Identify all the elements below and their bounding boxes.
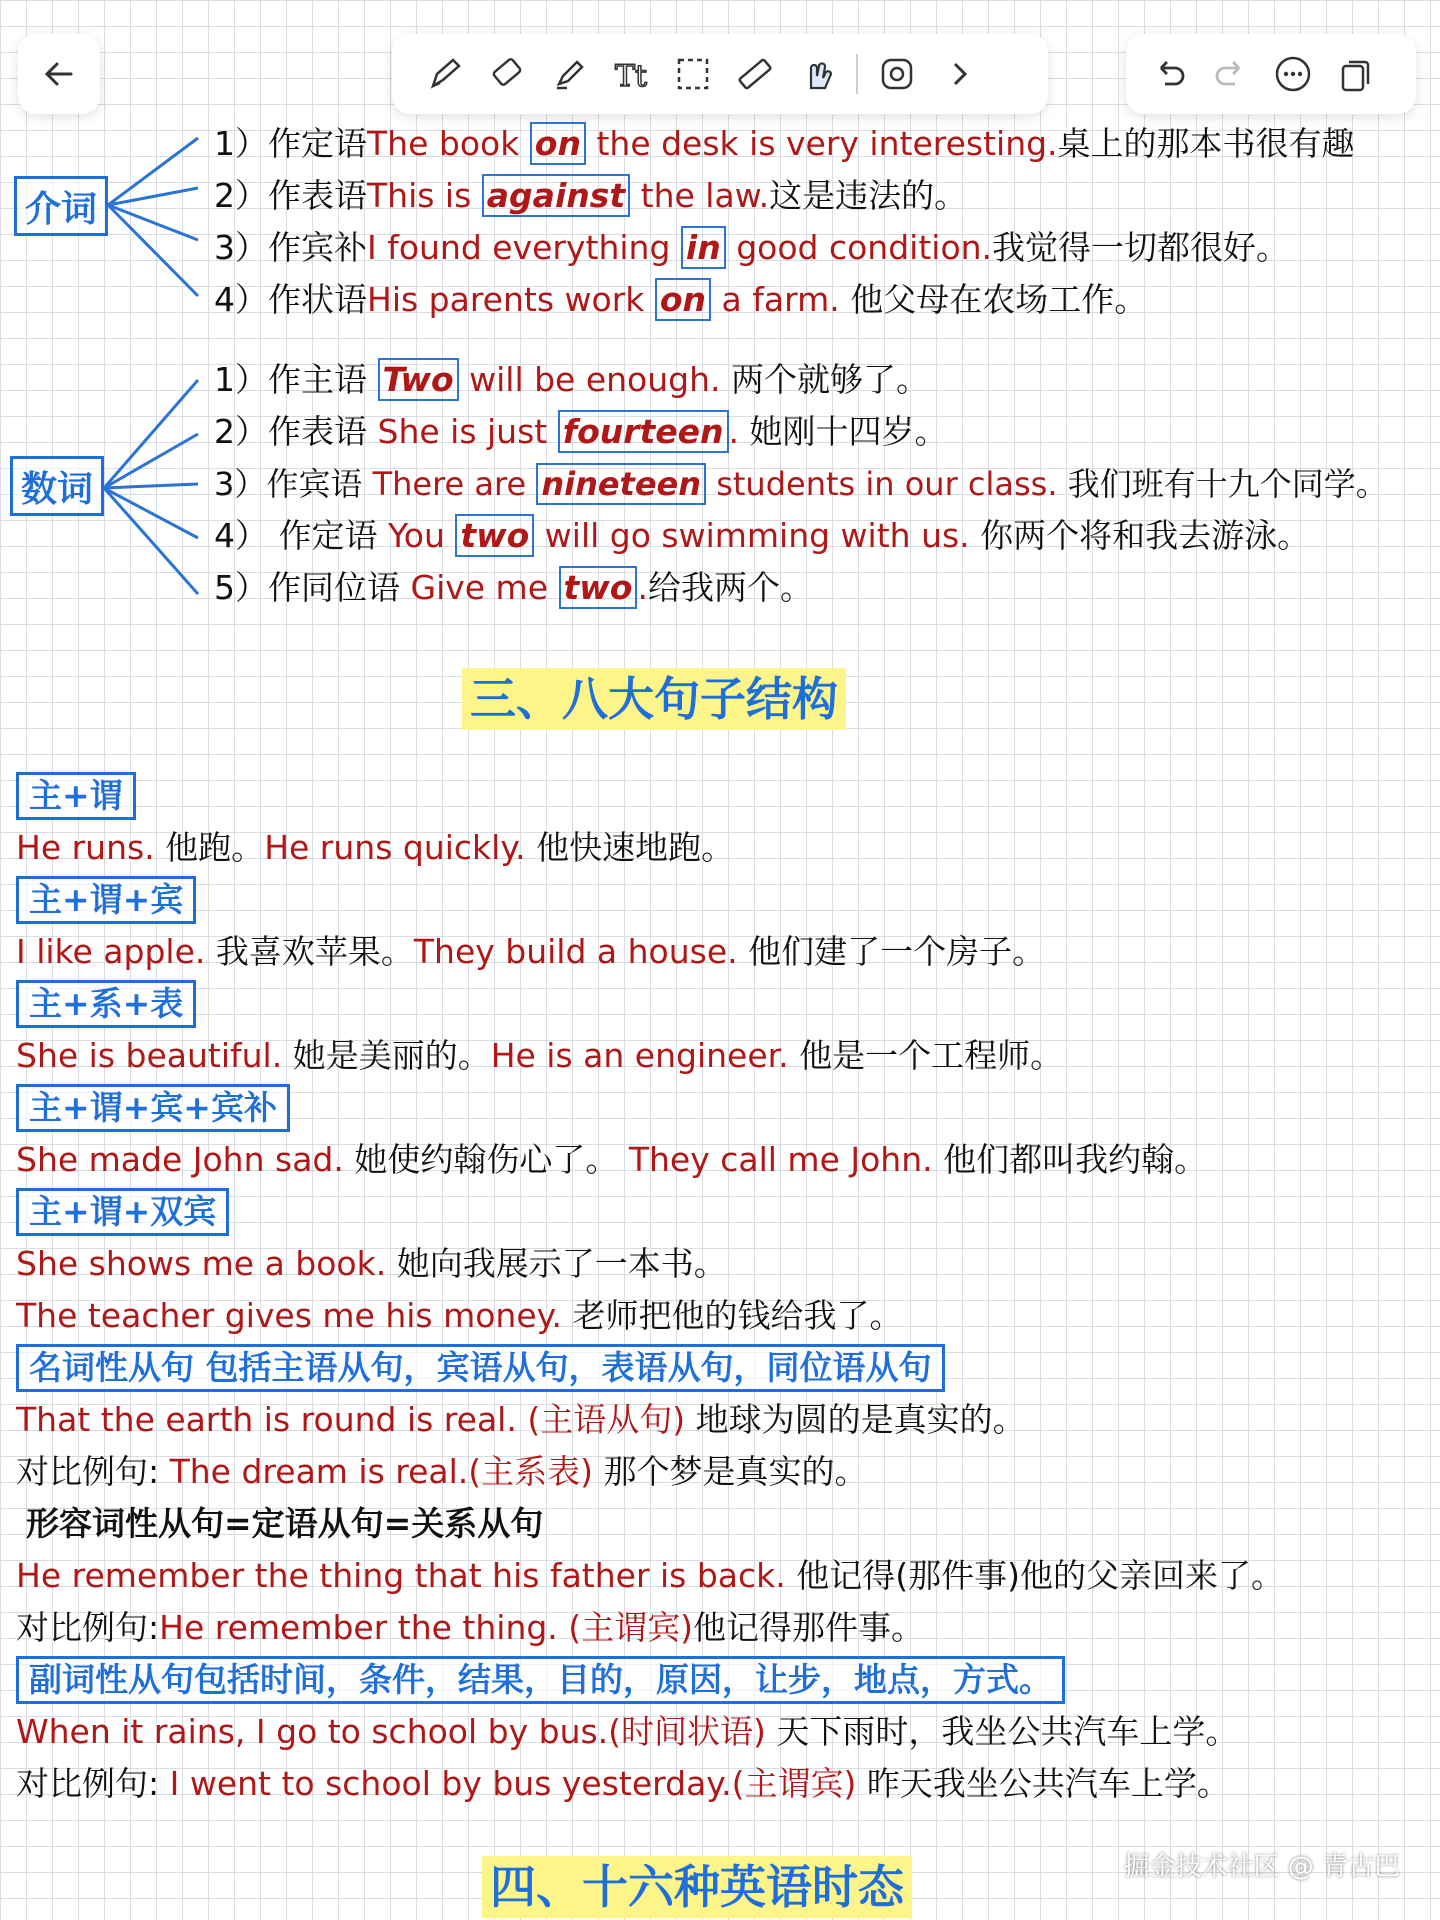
translation: 他父母在农场工作。 — [839, 280, 1148, 319]
item-role: 作同位语 — [268, 568, 411, 607]
adj-clause-label: 形容词性从句=定语从句=关系从句 — [26, 1504, 544, 1543]
structure-label-1: 主+谓 — [16, 772, 136, 820]
prep-item-2 — [214, 174, 967, 218]
example-post: . — [728, 412, 740, 451]
item-number: 3） — [214, 465, 267, 503]
prep-item-1 — [214, 122, 1355, 166]
svg-text:Tt: Tt — [615, 59, 648, 94]
example-keyword: nineteen — [536, 463, 706, 505]
item-role: 作宾语 — [266, 465, 373, 503]
translation: 我们班有十九个同学。 — [1057, 465, 1388, 503]
example-en: When it rains, I go to school by bus.(时间状语) — [16, 1712, 766, 1751]
structure-example-5a — [16, 1242, 727, 1286]
item-number: 2） — [214, 176, 268, 215]
translation: 她刚十四岁。 — [739, 412, 948, 451]
translation: 他记得(那件事)他的父亲回来了。 — [785, 1556, 1285, 1595]
prep-item-4 — [214, 278, 1147, 322]
numeral-tag: 数词 — [10, 456, 104, 516]
compare-label: 对比例句: — [16, 1608, 160, 1647]
translation: 她是美丽的。 — [282, 1036, 491, 1075]
example-pre: The book — [367, 124, 530, 163]
prep-tag: 介词 — [14, 176, 108, 236]
adv-clause-label: 副词性从句包括时间，条件，结果，目的，原因，让步，地点，方式。 — [16, 1656, 1065, 1704]
numeral-item-4 — [214, 514, 1310, 558]
example-post: the desk is very interesting. — [585, 124, 1058, 163]
example-keyword: on — [530, 122, 586, 165]
numeral-item-3 — [214, 462, 1388, 506]
structure-label-4: 主+谓+宾+宾补 — [16, 1084, 290, 1132]
example-post: a farm. — [711, 280, 840, 319]
example-en: She is beautiful. — [16, 1036, 283, 1075]
adv-clause-compare — [16, 1762, 1230, 1806]
translation: 他跑。 — [154, 828, 265, 867]
example-en: I went to school by bus yesterday.(主谓宾) — [169, 1764, 857, 1803]
structure-example-1 — [16, 826, 734, 870]
translation: 他们建了一个房子。 — [737, 932, 1046, 971]
example-pre: This is — [367, 176, 482, 215]
item-role: 作定语 — [268, 124, 367, 163]
translation: 我觉得一切都很好。 — [992, 228, 1290, 267]
numeral-item-2 — [214, 410, 948, 454]
translation: 她使约翰伤心了。 — [343, 1140, 629, 1179]
example-pre: She is just — [377, 412, 558, 451]
item-number: 1） — [214, 124, 268, 163]
translation: 你两个将和我去游泳。 — [969, 516, 1311, 555]
example-post: will be enough. — [458, 360, 721, 399]
example-en: That the earth is round is real. (主语从句) — [16, 1400, 686, 1439]
item-role: 作宾补 — [268, 228, 367, 267]
example-post: students in our class. — [706, 465, 1058, 503]
item-role: 作定语 — [268, 516, 388, 555]
example-post: the law. — [630, 176, 770, 215]
translation: 老师把他的钱给我了。 — [561, 1296, 903, 1335]
item-number: 4） — [214, 516, 268, 555]
noun-clause-label: 名词性从句 包括主语从句，宾语从句，表语从句，同位语从句 — [16, 1344, 945, 1392]
prep-item-3 — [214, 226, 1289, 270]
example-keyword: on — [655, 278, 711, 321]
example-keyword: two — [455, 514, 534, 557]
example-pre: His parents work — [367, 280, 655, 319]
example-en: I like apple. — [16, 932, 206, 971]
example-en: The dream is real.(主系表) — [169, 1452, 594, 1491]
example-en: They call me John. — [628, 1140, 933, 1179]
noun-clause-compare — [16, 1450, 868, 1494]
example-en: He remember the thing. (主谓宾) — [159, 1608, 694, 1647]
translation: 这是违法的。 — [769, 176, 968, 215]
example-en: The teacher gives me his money. — [16, 1296, 562, 1335]
item-number: 2） — [214, 412, 268, 451]
item-role: 作表语 — [268, 176, 367, 215]
translation: 两个就够了。 — [720, 360, 930, 399]
translation: 他是一个工程师。 — [788, 1036, 1064, 1075]
example-post: . — [637, 568, 648, 607]
translation: 天下雨时，我坐公共汽车上学。 — [765, 1712, 1239, 1751]
example-en: He remember the thing that his father is back. — [16, 1556, 786, 1595]
item-number: 1） — [214, 360, 268, 399]
compare-label: 对比例句: — [16, 1764, 170, 1803]
example-en: They build a house. — [413, 932, 738, 971]
item-number: 4） — [214, 280, 268, 319]
example-keyword: against — [482, 174, 630, 217]
example-pre: I found everything — [367, 228, 681, 267]
example-en: He runs quickly. — [264, 828, 526, 867]
translation: 他记得那件事。 — [693, 1608, 925, 1647]
adj-clause-compare — [16, 1606, 924, 1650]
structure-example-5b — [16, 1294, 902, 1338]
translation: 地球为圆的是真实的。 — [685, 1400, 1026, 1439]
example-en: He is an engineer. — [490, 1036, 789, 1075]
item-role: 作状语 — [268, 280, 367, 319]
translation: 那个梦是真实的。 — [593, 1452, 868, 1491]
section-heading-3: 三、八大句子结构 — [462, 668, 846, 730]
structure-label-2: 主+谓+宾 — [16, 876, 196, 924]
translation: 桌上的那本书很有趣 — [1057, 124, 1355, 163]
structure-label-5: 主+谓+双宾 — [16, 1188, 229, 1236]
example-keyword: in — [681, 226, 726, 269]
adv-clause-example — [16, 1710, 1238, 1754]
example-en: She shows me a book. — [16, 1244, 387, 1283]
adj-clause-example — [16, 1554, 1284, 1598]
item-number: 3） — [214, 228, 268, 267]
structure-example-3 — [16, 1034, 1063, 1078]
structure-example-2 — [16, 930, 1045, 974]
numeral-item-1 — [214, 358, 929, 402]
example-keyword: two — [559, 566, 638, 609]
translation: 她向我展示了一本书。 — [386, 1244, 727, 1283]
compare-label: 对比例句: — [16, 1452, 170, 1491]
translation: 他们都叫我约翰。 — [932, 1140, 1208, 1179]
translation: 他快速地跑。 — [525, 828, 735, 867]
section-heading-4: 四、十六种英语时态 — [482, 1856, 912, 1918]
example-en: She made John sad. — [16, 1140, 344, 1179]
noun-clause-example — [16, 1398, 1026, 1442]
structure-example-4 — [16, 1138, 1207, 1182]
example-pre: Give me — [410, 568, 559, 607]
numeral-item-5 — [214, 566, 813, 610]
item-number: 5） — [214, 568, 268, 607]
example-keyword: fourteen — [558, 410, 729, 453]
translation: 我喜欢苹果。 — [205, 932, 414, 971]
example-pre: There are — [372, 465, 537, 503]
item-role: 作主语 — [268, 360, 378, 399]
translation: 昨天我坐公共汽车上学。 — [856, 1764, 1230, 1803]
example-post: will go swimming with us. — [534, 516, 970, 555]
structure-label-3: 主+系+表 — [16, 980, 196, 1028]
example-keyword: Two — [378, 358, 459, 401]
example-pre: You — [387, 516, 456, 555]
watermark: 掘金技术社区 @ 青古巴 — [1123, 1852, 1400, 1882]
item-role: 作表语 — [268, 412, 378, 451]
example-post: good condition. — [725, 228, 993, 267]
translation: 给我两个。 — [647, 568, 813, 607]
example-en: He runs. — [16, 828, 155, 867]
